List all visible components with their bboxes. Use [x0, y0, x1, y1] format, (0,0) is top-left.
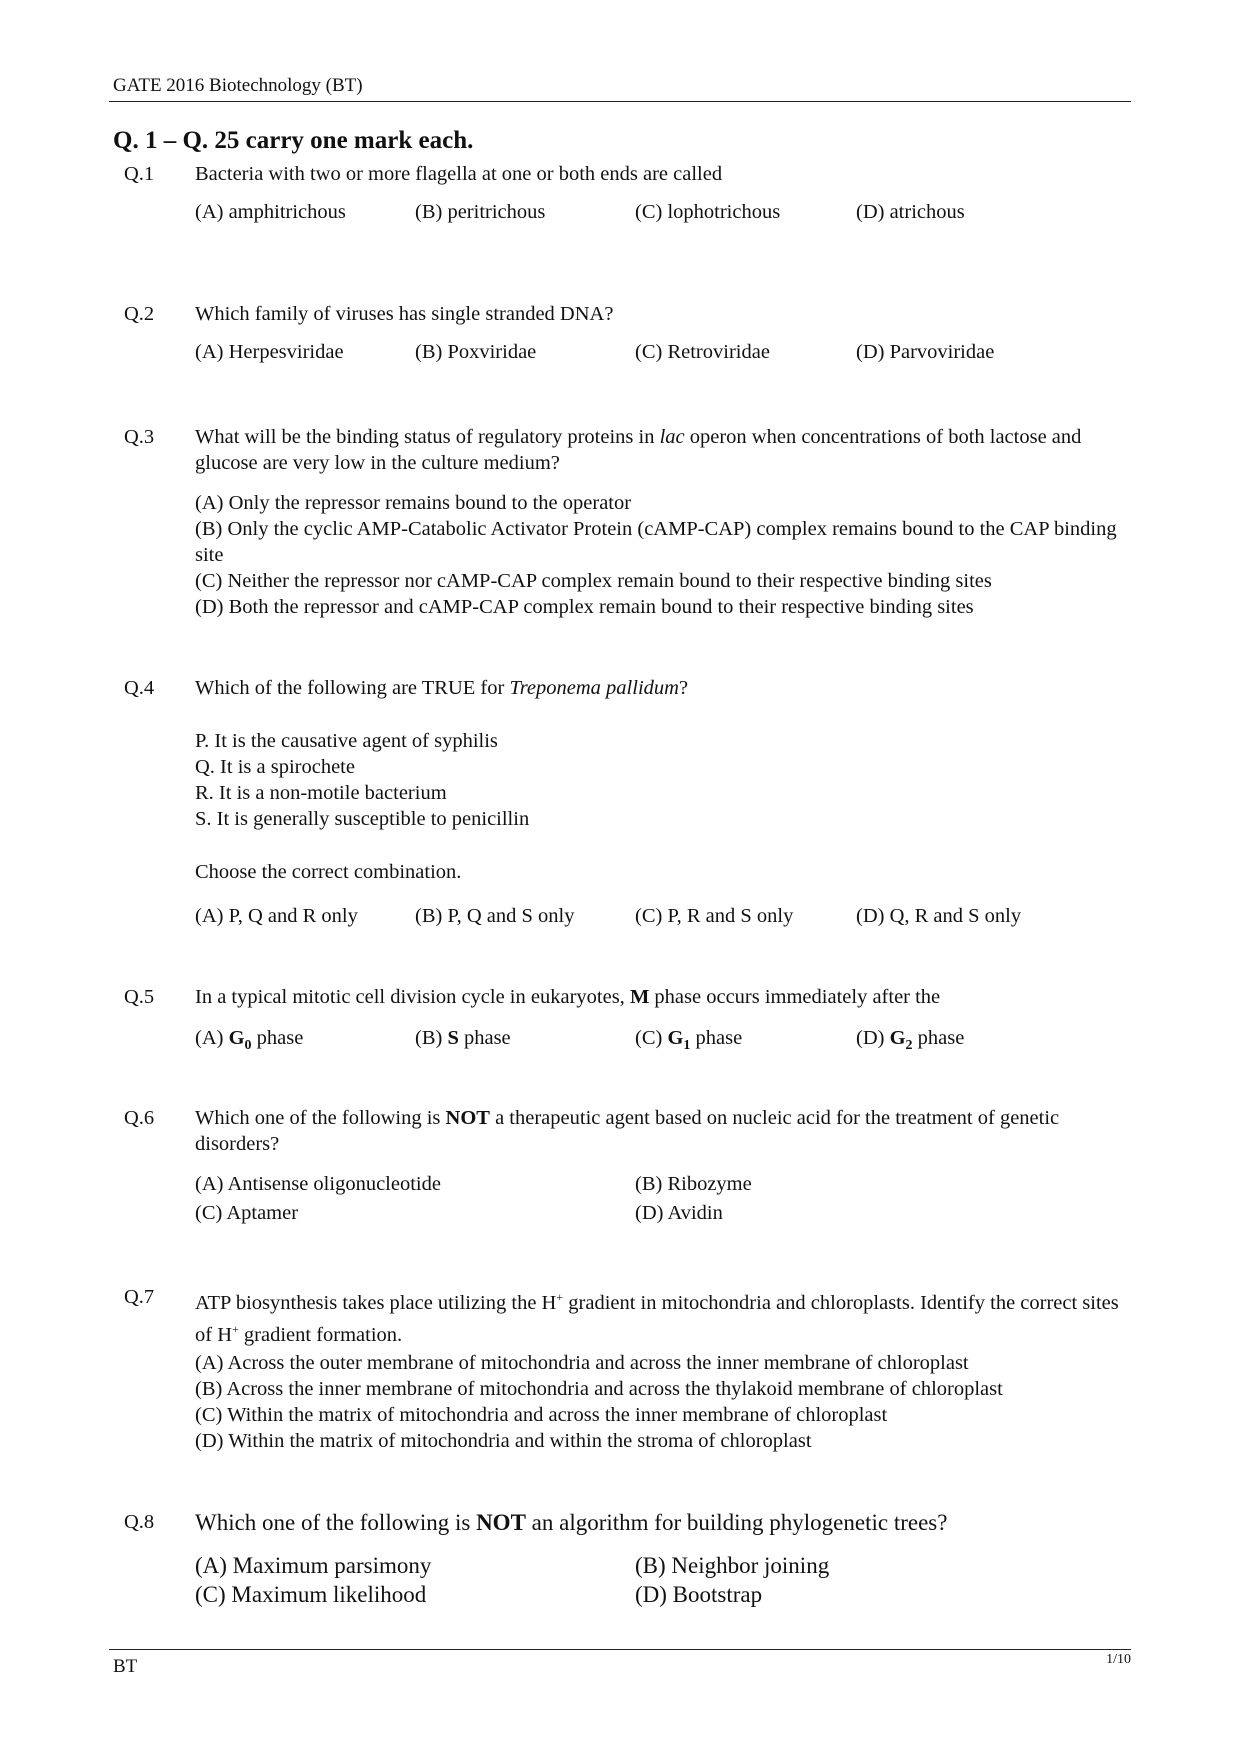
statement-r: R. It is a non-motile bacterium — [195, 782, 447, 804]
option-d — [856, 1025, 964, 1059]
options-grid — [195, 1171, 1095, 1229]
options-row — [195, 199, 1095, 225]
options-row — [195, 339, 1095, 365]
option-a: (A) Maximum parsimony — [195, 1553, 432, 1578]
option-d: (D) Parvoviridae — [856, 341, 995, 363]
options-list — [195, 1350, 1125, 1454]
statement-q: Q. It is a spirochete — [195, 756, 355, 778]
statement-p: P. It is the causative agent of syphilis — [195, 730, 498, 752]
option-prefix: (C) — [635, 1027, 668, 1049]
option-prefix: (A) — [195, 1027, 229, 1049]
question-text-part: Which one of the following is — [195, 1107, 446, 1129]
option-b: (B) P, Q and S only — [415, 905, 575, 927]
option-d: (D) Q, R and S only — [856, 905, 1022, 927]
options-list — [195, 490, 1125, 620]
option-prefix: (B) — [415, 1027, 448, 1049]
question-text-part: operon when concentrations of both lactose and glucose are very low in the culture medium? — [195, 426, 1082, 474]
question-text — [195, 1105, 1125, 1157]
question-number: Q.2 — [124, 303, 155, 325]
option-c: (C) Retroviridae — [635, 341, 770, 363]
option-symbol: S — [447, 1027, 459, 1049]
option-c: (C) P, R and S only — [635, 905, 794, 927]
option-b: (B) Neighbor joining — [635, 1553, 830, 1578]
option-subscript: 1 — [683, 1038, 691, 1054]
footer-subject-code: BT — [113, 1656, 138, 1677]
question-text-part: Which of the following are TRUE for — [195, 677, 510, 699]
footer-rule — [109, 1649, 1131, 1650]
option-c — [635, 1025, 742, 1059]
question-number: Q.7 — [124, 1286, 155, 1308]
question-text — [195, 675, 1125, 701]
option-subscript: 2 — [905, 1038, 913, 1054]
superscript: + — [232, 1321, 239, 1336]
option-d: (D) Avidin — [635, 1202, 723, 1224]
option-b: (B) Poxviridae — [415, 341, 537, 363]
options-row — [195, 1025, 1095, 1054]
option-c: (C) lophotrichous — [635, 201, 781, 223]
question-number: Q.5 — [124, 986, 155, 1008]
option-a: (A) P, Q and R only — [195, 905, 358, 927]
question-text-part: gradient in mitochondria and chloroplasts. Identify the correct sites of H — [195, 1291, 1119, 1346]
question-text-part: a therapeutic agent based on nucleic acid for the treatment of genetic disorders? — [195, 1107, 1060, 1155]
question-text-italic: lac — [659, 426, 685, 448]
statement-list — [195, 728, 1125, 832]
option-subscript: 0 — [244, 1038, 252, 1054]
question-text-part: In a typical mitotic cell division cycle in eukaryotes, — [195, 986, 630, 1008]
options-row — [195, 903, 1095, 929]
question-number: Q.1 — [124, 163, 155, 185]
option-a: (A) Across the outer membrane of mitochondria and across the inner membrane of chloroplast — [195, 1352, 969, 1374]
question-text: Which family of viruses has single stranded DNA? — [195, 303, 614, 325]
question-text — [195, 1508, 1125, 1537]
option-b: (B) Only the cyclic AMP-Catabolic Activator Protein (cAMP-CAP) complex remains bound to the CAP binding site — [195, 518, 1117, 566]
question-text-bold: NOT — [445, 1107, 490, 1129]
option-c: (C) Maximum likelihood — [195, 1582, 427, 1607]
superscript: + — [556, 1290, 564, 1304]
option-c: (C) Within the matrix of mitochondria and across the inner membrane of chloroplast — [195, 1404, 888, 1426]
option-b — [415, 1025, 511, 1051]
question-number: Q.4 — [124, 677, 155, 699]
question-number: Q.6 — [124, 1107, 155, 1129]
option-symbol: G — [228, 1027, 245, 1049]
question-text-part: What will be the binding status of regulatory proteins in — [195, 426, 660, 448]
question-text-part: gradient formation. — [238, 1323, 403, 1346]
question-text-part: ATP biosynthesis takes place utilizing the H — [195, 1291, 557, 1314]
question-text-part: ? — [678, 677, 689, 699]
question-text — [195, 424, 1125, 476]
question-text-bold: M — [629, 986, 650, 1008]
question-text — [195, 1284, 1125, 1348]
option-suffix: phase — [251, 1027, 304, 1049]
option-d: (D) Within the matrix of mitochondria and within the stroma of chloroplast — [195, 1430, 812, 1452]
question-number: Q.8 — [124, 1511, 155, 1533]
question-text-part: an algorithm for building phylogenetic trees? — [525, 1510, 948, 1535]
option-suffix: phase — [690, 1027, 743, 1049]
header-rule — [109, 101, 1131, 102]
option-symbol: G — [889, 1027, 906, 1049]
question-instruction: Choose the correct combination. — [195, 861, 462, 883]
question-text-italic: Treponema pallidum — [509, 677, 679, 699]
statement-s: S. It is generally susceptible to penicillin — [195, 808, 530, 830]
option-c: (C) Aptamer — [195, 1202, 299, 1224]
question-text — [195, 984, 1125, 1010]
option-b: (B) Ribozyme — [635, 1173, 752, 1195]
option-suffix: phase — [458, 1027, 511, 1049]
option-b: (B) Across the inner membrane of mitochondria and across the thylakoid membrane of chloroplast — [195, 1378, 1003, 1400]
footer-page-number: 1/10 — [1106, 1652, 1131, 1667]
option-d: (D) atrichous — [856, 201, 965, 223]
option-b: (B) peritrichous — [415, 201, 546, 223]
option-a: (A) Only the repressor remains bound to the operator — [195, 492, 632, 514]
question-number: Q.3 — [124, 426, 155, 448]
option-d: (D) Both the repressor and cAMP-CAP complex remain bound to their respective binding sites — [195, 596, 974, 618]
option-a — [195, 1025, 303, 1059]
question-text-part: phase occurs immediately after the — [649, 986, 941, 1008]
page-header-title: GATE 2016 Biotechnology (BT) — [113, 75, 363, 96]
options-grid — [195, 1551, 1095, 1609]
option-d: (D) Bootstrap — [635, 1582, 763, 1607]
option-a: (A) amphitrichous — [195, 201, 346, 223]
option-c: (C) Neither the repressor nor cAMP-CAP complex remain bound to their respective binding sites — [195, 570, 992, 592]
question-text-bold: NOT — [476, 1510, 526, 1535]
option-a: (A) Antisense oligonucleotide — [195, 1173, 441, 1195]
section-heading: Q. 1 – Q. 25 carry one mark each. — [113, 127, 474, 154]
question-text: Bacteria with two or more flagella at one or both ends are called — [195, 163, 723, 185]
question-text-part: Which one of the following is — [195, 1510, 477, 1535]
option-prefix: (D) — [856, 1027, 890, 1049]
option-symbol: G — [667, 1027, 684, 1049]
option-suffix: phase — [912, 1027, 965, 1049]
option-a: (A) Herpesviridae — [195, 341, 344, 363]
